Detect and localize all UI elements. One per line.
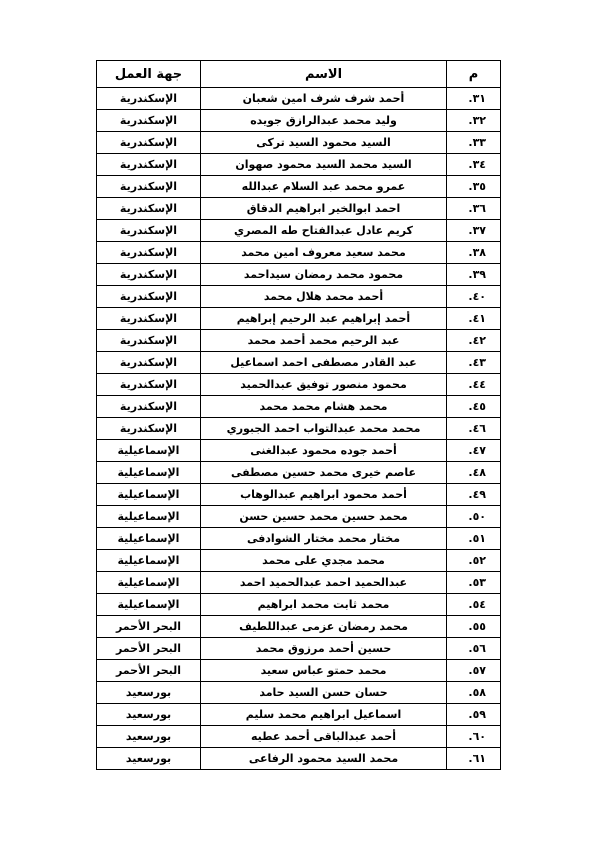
table-row [97,198,501,220]
table-row [97,748,501,770]
employees-table [96,60,501,770]
row-name: محمد سعيد معروف امين محمد [201,242,447,264]
table-body [97,88,501,770]
table-row [97,528,501,550]
table-row [97,330,501,352]
table-row [97,726,501,748]
row-workplace: الإسكندرية [97,264,201,286]
row-number: ٤٨. [447,462,501,484]
row-workplace: الإسماعيلية [97,484,201,506]
row-name: محمد ثابت محمد ابراهيم [201,594,447,616]
row-workplace: الإسكندرية [97,220,201,242]
row-name: عبدالحميد احمد عبدالحميد احمد [201,572,447,594]
row-number: ٤١. [447,308,501,330]
row-workplace: الإسكندرية [97,418,201,440]
row-workplace: الإسكندرية [97,352,201,374]
row-number: ٣١. [447,88,501,110]
row-name: محمود محمد رمضان سيداحمد [201,264,447,286]
row-workplace: بورسعيد [97,704,201,726]
table-row [97,660,501,682]
row-name: وليد محمد عبدالرازق جويده [201,110,447,132]
row-name: أحمد محمد هلال محمد [201,286,447,308]
table-row [97,286,501,308]
row-workplace: الإسكندرية [97,396,201,418]
row-name: عبد القادر مصطفى احمد اسماعيل [201,352,447,374]
table-row [97,396,501,418]
row-workplace: الإسكندرية [97,110,201,132]
table-row [97,220,501,242]
table-row [97,132,501,154]
row-workplace: البحر الأحمر [97,638,201,660]
row-number: ٤٥. [447,396,501,418]
row-workplace: بورسعيد [97,748,201,770]
table-row [97,154,501,176]
row-workplace: الإسكندرية [97,286,201,308]
row-name: حسان حسن السيد حامد [201,682,447,704]
row-number: ٤٩. [447,484,501,506]
row-name: أحمد محمود ابراهيم عبدالوهاب [201,484,447,506]
row-workplace: الإسماعيلية [97,528,201,550]
row-workplace: الإسماعيلية [97,462,201,484]
row-number: ٤٠. [447,286,501,308]
row-number: ٥١. [447,528,501,550]
row-workplace: الإسماعيلية [97,440,201,462]
row-number: ٣٤. [447,154,501,176]
table-row [97,374,501,396]
row-number: ٣٦. [447,198,501,220]
table-row [97,308,501,330]
row-name: محمد هشام محمد محمد [201,396,447,418]
row-name: أحمد شرف شرف امين شعبان [201,88,447,110]
row-name: أحمد جوده محمود عبدالغنى [201,440,447,462]
header-workplace: جهة العمل [97,61,201,88]
row-name: محمد حسين محمد حسين حسن [201,506,447,528]
row-number: ٦٠. [447,726,501,748]
row-workplace: الإسكندرية [97,374,201,396]
row-number: ٣٧. [447,220,501,242]
table-row [97,616,501,638]
row-number: ٣٥. [447,176,501,198]
row-name: عمرو محمد عبد السلام عبدالله [201,176,447,198]
table-row [97,264,501,286]
row-workplace: البحر الأحمر [97,616,201,638]
row-number: ٥٩. [447,704,501,726]
row-workplace: بورسعيد [97,682,201,704]
row-number: ٥٦. [447,638,501,660]
row-number: ٥٠. [447,506,501,528]
row-name: عبد الرحيم محمد أحمد محمد [201,330,447,352]
row-number: ٥٤. [447,594,501,616]
row-workplace: الإسماعيلية [97,506,201,528]
row-number: ٥٣. [447,572,501,594]
row-number: ٣٣. [447,132,501,154]
table-row [97,176,501,198]
table-row [97,418,501,440]
row-workplace: الإسكندرية [97,154,201,176]
row-number: ٥٢. [447,550,501,572]
row-number: ٤٦. [447,418,501,440]
row-name: كريم عادل عبدالفتاح طه المصري [201,220,447,242]
row-name: محمود منصور توفيق عبدالحميد [201,374,447,396]
table-row [97,638,501,660]
row-name: محمد السيد محمود الرفاعى [201,748,447,770]
row-number: ٤٤. [447,374,501,396]
row-name: عاصم خيرى محمد حسين مصطفى [201,462,447,484]
row-name: السيد محمد السيد محمود صهوان [201,154,447,176]
row-workplace: الإسكندرية [97,132,201,154]
row-workplace: بورسعيد [97,726,201,748]
row-workplace: الإسماعيلية [97,550,201,572]
table-header-row [97,61,501,88]
row-number: ٤٧. [447,440,501,462]
row-workplace: الإسكندرية [97,308,201,330]
row-workplace: الإسكندرية [97,242,201,264]
row-workplace: الإسماعيلية [97,594,201,616]
row-name: السيد محمود السيد تركى [201,132,447,154]
row-number: ٤٣. [447,352,501,374]
row-name: احمد ابوالخير ابراهيم الدقاق [201,198,447,220]
row-number: ٥٧. [447,660,501,682]
row-number: ٣٨. [447,242,501,264]
row-workplace: الإسماعيلية [97,572,201,594]
table-row [97,550,501,572]
row-number: ٣٩. [447,264,501,286]
table-row [97,88,501,110]
row-name: أحمد إبراهيم عبد الرحيم إبراهيم [201,308,447,330]
row-workplace: الإسكندرية [97,198,201,220]
row-number: ٥٨. [447,682,501,704]
table-row [97,462,501,484]
row-number: ٦١. [447,748,501,770]
row-workplace: الإسكندرية [97,330,201,352]
row-workplace: الإسكندرية [97,176,201,198]
row-name: محمد رمضان عزمى عبداللطيف [201,616,447,638]
table-row [97,506,501,528]
row-number: ٤٢. [447,330,501,352]
row-name: محمد محمد عبدالتواب احمد الجبوري [201,418,447,440]
row-workplace: الإسكندرية [97,88,201,110]
table-row [97,594,501,616]
table-row [97,682,501,704]
header-name: الاسم [201,61,447,88]
table-row [97,352,501,374]
table-row [97,572,501,594]
row-number: ٥٥. [447,616,501,638]
table-row [97,440,501,462]
row-name: محمد مجدي على محمد [201,550,447,572]
table-row [97,484,501,506]
table-row [97,110,501,132]
row-name: مختار محمد مختار الشوادفى [201,528,447,550]
row-name: أحمد عبدالباقى أحمد عطيه [201,726,447,748]
row-name: اسماعيل ابراهيم محمد سليم [201,704,447,726]
row-workplace: البحر الأحمر [97,660,201,682]
row-number: ٣٢. [447,110,501,132]
table-row [97,242,501,264]
row-name: محمد حمتو عباس سعيد [201,660,447,682]
row-name: حسين أحمد مرزوق محمد [201,638,447,660]
header-number: م [447,61,501,88]
table-row [97,704,501,726]
